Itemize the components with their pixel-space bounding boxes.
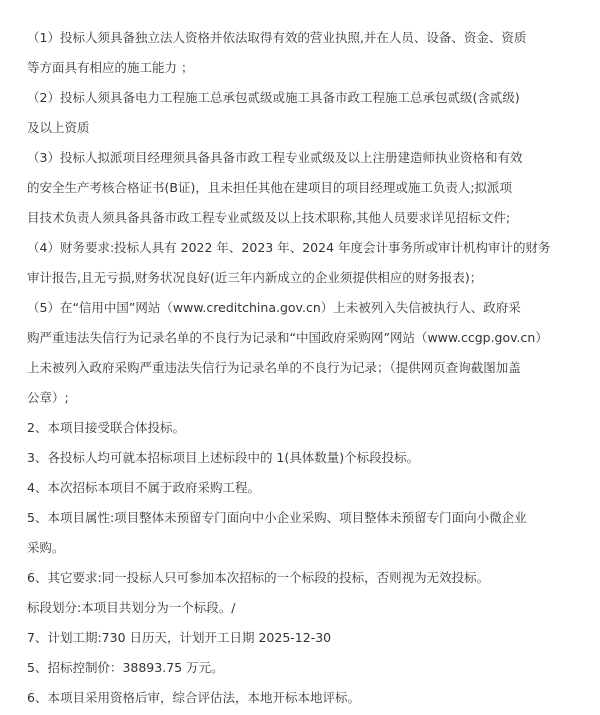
note-evaluation-method: 6、本项目采用资格后审，综合评估法，本地开标本地评标。 — [27, 690, 360, 705]
note-project-attribute-line-2: 采购。 — [27, 540, 65, 555]
note-project-attribute-line-1: 5、本项目属性:项目整体未预留专门面向中小企业采购、项目整体未预留专门面向小微企业 — [27, 510, 527, 525]
note-bid-sections: 3、各投标人均可就本招标项目上述标段中的 1(具体数量)个标段投标。 — [27, 450, 420, 465]
requirement-2-line-1: （2）投标人须具备电力工程施工总承包贰级或施工具备市政工程施工总承包贰级(含贰级) — [27, 90, 520, 105]
note-other-requirements: 6、其它要求:同一投标人只可参加本次招标的一个标段的投标，否则视为无效投标。 — [27, 570, 490, 585]
requirement-5-line-3: 上未被列入政府采购严重违法失信行为记录名单的不良行为记录；（提供网页查询截图加盖 — [27, 360, 521, 375]
requirement-3-line-1: （3）投标人拟派项目经理须具备具备市政工程专业贰级及以上注册建造师执业资格和有效 — [27, 150, 523, 165]
requirement-1-line-1: （1）投标人须具备独立法人资格并依法取得有效的营业执照,并在人员、设备、资金、资质 — [27, 30, 527, 45]
note-section-division: 标段划分:本项目共划分为一个标段。/ — [27, 600, 236, 615]
requirement-3-line-3: 目技术负责人须具备具备市政工程专业贰级及以上技术职称,其他人员要求详见招标文件; — [27, 210, 511, 225]
requirement-4-line-1: （4）财务要求:投标人具有 2022 年、2023 年、2024 年度会计事务所或审计机构审计的财务 — [27, 240, 551, 255]
requirement-1-line-2: 等方面具有相应的施工能力 ； — [27, 60, 194, 75]
requirement-4-line-2: 审计报告,且无亏损,财务状况良好(近三年内新成立的企业须提供相应的财务报表)； — [27, 270, 483, 285]
note-consortium: 2、本项目接受联合体投标。 — [27, 420, 185, 435]
note-planned-duration: 7、计划工期:730 日历天，计划开工日期 2025-12-30 — [27, 630, 332, 645]
note-control-price: 5、招标控制价：38893.75 万元。 — [27, 660, 224, 675]
requirement-3-line-2: 的安全生产考核合格证书(B证)，且未担任其他在建项目的项目经理或施工负责人;拟派项 — [27, 180, 513, 195]
requirement-5-line-4: 公章）; — [27, 390, 69, 405]
requirement-2-line-2: 及以上资质 — [27, 120, 90, 135]
requirement-5-line-2: 购严重违法失信行为记录名单的不良行为记录和“中国政府采购网”网站（www.ccgp.gov.cn） — [27, 330, 548, 345]
requirement-5-line-1: （5）在“信用中国”网站（www.creditchina.gov.cn）上未被列入失信被执行人、政府采 — [27, 300, 521, 315]
note-not-government-procurement: 4、本次招标本项目不属于政府采购工程。 — [27, 480, 260, 495]
